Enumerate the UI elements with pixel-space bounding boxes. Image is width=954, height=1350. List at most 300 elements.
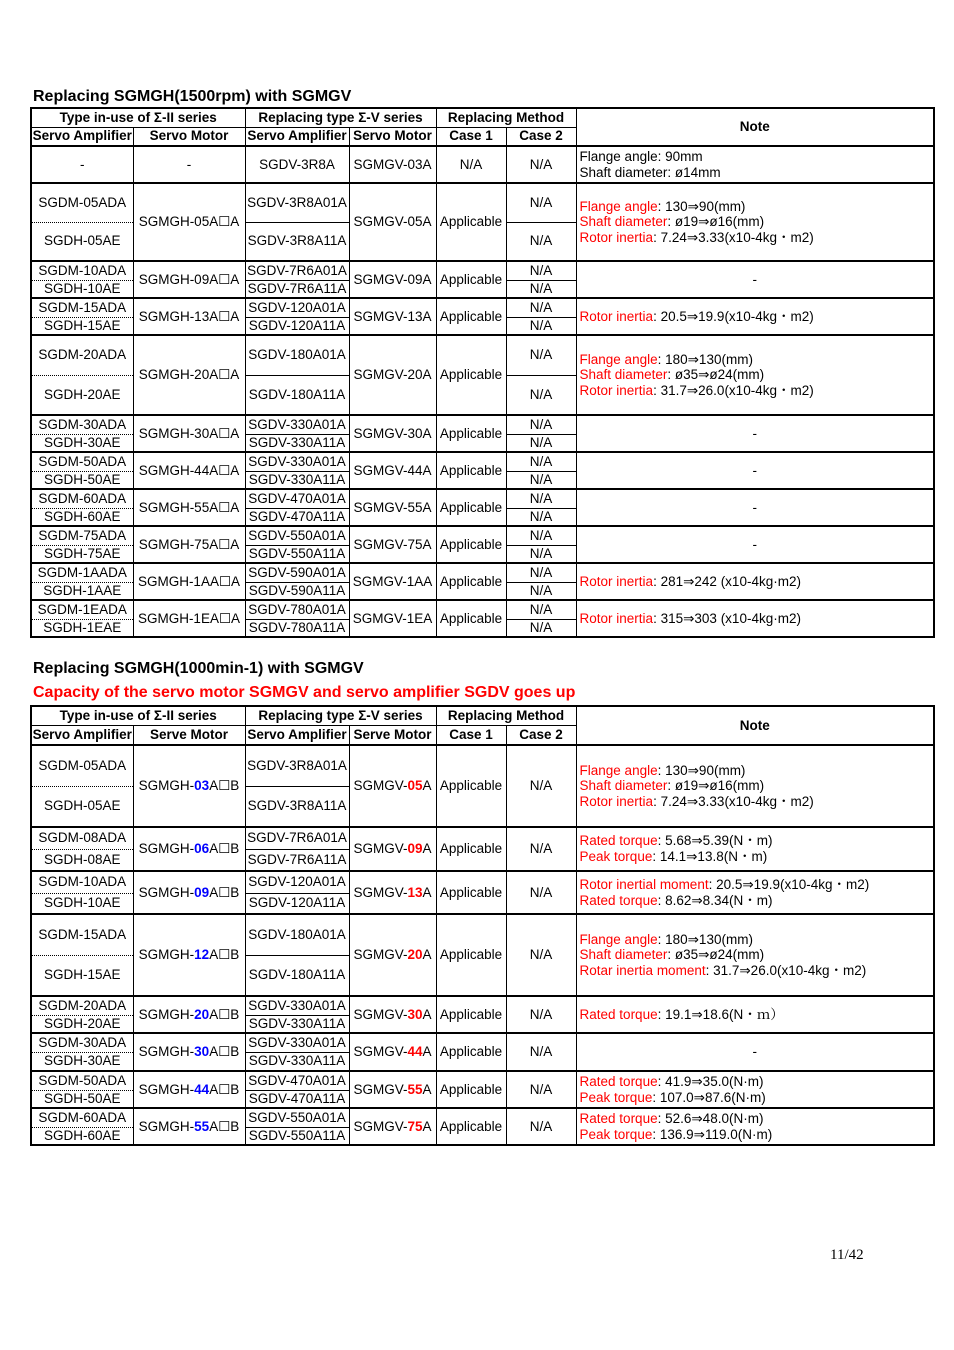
new-motor-suffix: A bbox=[422, 1081, 432, 1097]
new-servo-motor: SGMGV-13A bbox=[349, 298, 436, 335]
new-motor-suffix: A bbox=[422, 841, 432, 857]
note-key: Rated torque bbox=[579, 1006, 658, 1022]
case1: Applicable bbox=[436, 827, 506, 871]
note-cell bbox=[576, 600, 934, 637]
case2: N/A bbox=[506, 489, 576, 508]
case2: N/A bbox=[506, 375, 576, 415]
motor-prefix: SGMGH- bbox=[138, 1044, 195, 1060]
table-row bbox=[31, 871, 934, 893]
note-key: Peak torque bbox=[579, 1126, 653, 1142]
note-cell bbox=[576, 335, 934, 415]
replacement-table-1500rpm bbox=[30, 107, 935, 638]
motor-suffix: A☐B bbox=[209, 1118, 240, 1134]
servo-amplifier: SGDH-20AE bbox=[31, 375, 133, 415]
note-value: : 180⇒130(mm) bbox=[657, 931, 753, 947]
new-motor-capacity: 20 bbox=[407, 947, 423, 963]
new-servo-amplifier: SGDV-3R8A bbox=[245, 146, 349, 183]
note-cell: - bbox=[576, 526, 934, 563]
case2: N/A bbox=[506, 261, 576, 280]
servo-motor: - bbox=[133, 146, 245, 183]
motor-prefix: SGMGH- bbox=[138, 1006, 195, 1022]
note-line: Shaft diameter: ø14mm bbox=[579, 164, 721, 180]
case1: Applicable bbox=[436, 298, 506, 335]
new-servo-amplifier: SGDV-330A01A bbox=[245, 415, 349, 434]
table-row bbox=[31, 827, 934, 849]
table-row bbox=[31, 1071, 934, 1090]
new-serve-motor bbox=[349, 1108, 436, 1145]
table-row bbox=[31, 1033, 934, 1052]
case1: Applicable bbox=[436, 745, 506, 827]
note-value: : ø19⇒ø16(mm) bbox=[667, 778, 765, 794]
case2: N/A bbox=[506, 1033, 576, 1071]
case1: Applicable bbox=[436, 489, 506, 526]
new-motor-prefix: SGMGV- bbox=[353, 884, 408, 900]
table-row bbox=[31, 335, 934, 375]
case2: N/A bbox=[506, 298, 576, 317]
case2: N/A bbox=[506, 471, 576, 489]
servo-amplifier: SGDM-15ADA bbox=[31, 298, 133, 317]
note-line bbox=[580, 1074, 934, 1090]
note-value: : 7.24⇒3.33(x10-4kg・m2) bbox=[653, 793, 814, 809]
new-servo-amplifier: SGDV-120A11A bbox=[245, 893, 349, 914]
note-cell bbox=[576, 996, 934, 1033]
note-key: Flange angle bbox=[579, 762, 658, 778]
servo-amplifier: SGDH-08AE bbox=[31, 849, 133, 871]
note-value: : 5.68⇒5.39(N・m) bbox=[657, 833, 773, 849]
new-serve-motor bbox=[349, 996, 436, 1033]
note-value: : 281⇒242 (x10-4kg·m2) bbox=[653, 573, 801, 589]
new-servo-motor: SGMGV-1EA bbox=[349, 600, 436, 637]
table-row bbox=[31, 526, 934, 545]
motor-capacity: 55 bbox=[194, 1118, 210, 1134]
servo-motor: SGMGH-1EA☐A bbox=[133, 600, 245, 637]
header-new-servo-amplifier: Servo Amplifier bbox=[245, 127, 349, 146]
note-key: Rotar inertia moment bbox=[579, 962, 706, 978]
note-line bbox=[580, 199, 934, 215]
servo-amplifier: SGDH-50AE bbox=[31, 1090, 133, 1108]
new-serve-motor bbox=[349, 1033, 436, 1071]
servo-motor: SGMGH-75A☐A bbox=[133, 526, 245, 563]
case2: N/A bbox=[506, 827, 576, 871]
note-key: Flange angle bbox=[579, 931, 658, 947]
case1: Applicable bbox=[436, 563, 506, 600]
header-replacing-type: Replacing type Σ-V series bbox=[245, 108, 436, 127]
new-motor-suffix: A bbox=[422, 1118, 432, 1134]
new-servo-amplifier: SGDV-470A11A bbox=[245, 508, 349, 526]
note-value: : ø35⇒ø24(mm) bbox=[667, 367, 765, 383]
note-value: : 8.62⇒8.34(N・m) bbox=[657, 892, 773, 908]
table-row bbox=[31, 745, 934, 786]
case2: N/A bbox=[506, 1108, 576, 1145]
case1: Applicable bbox=[436, 871, 506, 914]
new-servo-amplifier: SGDV-590A11A bbox=[245, 582, 349, 600]
new-servo-amplifier: SGDV-120A01A bbox=[245, 871, 349, 893]
header-case2: Case 2 bbox=[506, 725, 576, 745]
new-servo-amplifier: SGDV-330A01A bbox=[245, 996, 349, 1015]
case1: Applicable bbox=[436, 526, 506, 563]
servo-amplifier: SGDM-20ADA bbox=[31, 335, 133, 375]
note-key: Rotor inertia bbox=[579, 382, 654, 398]
section2-subtitle: Capacity of the servo motor SGMGV and servo amplifier SGDV goes up bbox=[33, 684, 576, 701]
note-cell bbox=[576, 146, 934, 183]
servo-amplifier: SGDH-60AE bbox=[31, 508, 133, 526]
servo-amplifier: SGDM-60ADA bbox=[31, 1108, 133, 1127]
new-servo-motor: SGMGV-1AA bbox=[349, 563, 436, 600]
table-row bbox=[31, 1108, 934, 1127]
serve-motor bbox=[133, 827, 245, 871]
section1-title: Replacing SGMGH(1500rpm) with SGMGV bbox=[33, 88, 352, 105]
new-motor-capacity: 09 bbox=[407, 841, 423, 857]
serve-motor bbox=[133, 745, 245, 827]
new-servo-amplifier: SGDV-330A01A bbox=[245, 1033, 349, 1052]
case2: N/A bbox=[506, 1071, 576, 1108]
case1: N/A bbox=[436, 146, 506, 183]
note-cell bbox=[576, 183, 934, 261]
note-value: : 31.7⇒26.0(x10-4kg・m2) bbox=[653, 382, 814, 398]
new-motor-suffix: A bbox=[422, 884, 432, 900]
new-servo-amplifier: SGDV-7R6A11A bbox=[245, 849, 349, 871]
note-cell bbox=[576, 914, 934, 996]
new-motor-capacity: 75 bbox=[407, 1118, 423, 1134]
servo-amplifier: SGDH-10AE bbox=[31, 280, 133, 298]
servo-amplifier: SGDM-05ADA bbox=[31, 745, 133, 786]
note-value: : 20.5⇒19.9(x10-4kg・m2) bbox=[653, 308, 814, 324]
case2: N/A bbox=[506, 415, 576, 434]
servo-amplifier: SGDH-50AE bbox=[31, 471, 133, 489]
new-servo-amplifier: SGDV-470A01A bbox=[245, 1071, 349, 1090]
case2: N/A bbox=[506, 871, 576, 914]
new-motor-capacity: 30 bbox=[407, 1006, 423, 1022]
case1: Applicable bbox=[436, 600, 506, 637]
new-serve-motor bbox=[349, 827, 436, 871]
case2: N/A bbox=[506, 508, 576, 526]
new-servo-amplifier: SGDV-330A11A bbox=[245, 471, 349, 489]
motor-suffix: A☐B bbox=[209, 778, 240, 794]
new-servo-motor: SGMGV-05A bbox=[349, 183, 436, 261]
note-key: Peak torque bbox=[579, 849, 653, 864]
note-key: Flange angle bbox=[579, 198, 658, 214]
new-servo-amplifier: SGDV-330A11A bbox=[245, 434, 349, 452]
case2: N/A bbox=[506, 280, 576, 298]
new-motor-suffix: A bbox=[422, 947, 432, 963]
new-servo-amplifier: SGDV-3R8A01A bbox=[245, 745, 349, 786]
table-row bbox=[31, 415, 934, 434]
note-line bbox=[580, 893, 934, 909]
note-value: : 52.6⇒48.0(N·m) bbox=[657, 1110, 764, 1126]
header-type-in-use: Type in-use of Σ-II series bbox=[31, 706, 245, 725]
note-key: Shaft diameter bbox=[579, 214, 668, 230]
new-motor-suffix: A bbox=[422, 1044, 432, 1060]
servo-amplifier: - bbox=[31, 146, 133, 183]
case1: Applicable bbox=[436, 261, 506, 298]
motor-capacity: 09 bbox=[194, 884, 210, 900]
servo-amplifier: SGDM-08ADA bbox=[31, 827, 133, 849]
note-value: : ø19⇒ø16(mm) bbox=[667, 214, 765, 230]
new-motor-prefix: SGMGV- bbox=[353, 778, 408, 794]
servo-motor: SGMGH-55A☐A bbox=[133, 489, 245, 526]
note-value: : 130⇒90(mm) bbox=[657, 198, 746, 214]
note-cell bbox=[576, 1071, 934, 1108]
table-row bbox=[31, 452, 934, 471]
note-line bbox=[580, 214, 934, 230]
motor-prefix: SGMGH- bbox=[138, 1081, 195, 1097]
new-servo-amplifier: SGDV-590A01A bbox=[245, 563, 349, 582]
case2: N/A bbox=[506, 582, 576, 600]
note-key: Shaft diameter bbox=[579, 367, 668, 383]
note-value: : 180⇒130(mm) bbox=[657, 351, 753, 367]
new-servo-amplifier: SGDV-120A11A bbox=[245, 317, 349, 335]
new-servo-amplifier: SGDV-330A01A bbox=[245, 452, 349, 471]
table-row bbox=[31, 489, 934, 508]
new-servo-amplifier: SGDV-3R8A01A bbox=[245, 183, 349, 222]
case2: N/A bbox=[506, 996, 576, 1033]
note-cell bbox=[576, 298, 934, 335]
case2: N/A bbox=[506, 745, 576, 827]
motor-suffix: A☐B bbox=[209, 841, 240, 857]
new-motor-capacity: 13 bbox=[407, 884, 423, 900]
new-servo-amplifier: SGDV-7R6A01A bbox=[245, 261, 349, 280]
new-servo-amplifier: SGDV-7R6A11A bbox=[245, 280, 349, 298]
note-value: : 7.24⇒3.33(x10-4kg・m2) bbox=[653, 229, 814, 245]
new-motor-prefix: SGMGV- bbox=[353, 1006, 408, 1022]
new-serve-motor bbox=[349, 745, 436, 827]
header-case2: Case 2 bbox=[506, 127, 576, 146]
header-servo-motor: Servo Motor bbox=[133, 127, 245, 146]
case2: N/A bbox=[506, 146, 576, 183]
servo-amplifier: SGDM-05ADA bbox=[31, 183, 133, 222]
serve-motor bbox=[133, 1108, 245, 1145]
motor-capacity: 30 bbox=[194, 1044, 210, 1060]
new-servo-amplifier: SGDV-470A11A bbox=[245, 1090, 349, 1108]
replacement-table-1000rpm bbox=[30, 705, 935, 1146]
note-line bbox=[580, 367, 934, 383]
note-cell: - bbox=[576, 452, 934, 489]
servo-amplifier: SGDM-50ADA bbox=[31, 1071, 133, 1090]
note-cell bbox=[576, 563, 934, 600]
header-new-servo-motor: Servo Motor bbox=[349, 127, 436, 146]
header-serve-motor: Serve Motor bbox=[133, 725, 245, 745]
case1: Applicable bbox=[436, 914, 506, 996]
note-value: : 315⇒303 (x10-4kg·m2) bbox=[653, 610, 801, 626]
note-line bbox=[580, 383, 934, 399]
servo-amplifier: SGDH-15AE bbox=[31, 955, 133, 996]
note-line bbox=[580, 947, 934, 963]
new-serve-motor bbox=[349, 871, 436, 914]
new-motor-prefix: SGMGV- bbox=[353, 841, 408, 857]
motor-prefix: SGMGH- bbox=[138, 947, 195, 963]
new-motor-capacity: 55 bbox=[407, 1081, 423, 1097]
servo-amplifier: SGDM-30ADA bbox=[31, 415, 133, 434]
new-servo-amplifier: SGDV-550A11A bbox=[245, 1127, 349, 1145]
new-servo-amplifier: SGDV-7R6A01A bbox=[245, 827, 349, 849]
note-line bbox=[580, 849, 934, 865]
note-cell: - bbox=[576, 415, 934, 452]
servo-amplifier: SGDH-10AE bbox=[31, 893, 133, 914]
note-key: Rotor inertia bbox=[579, 573, 654, 589]
note-key: Rated torque bbox=[579, 892, 658, 908]
note-line bbox=[580, 932, 934, 948]
header-note: Note bbox=[576, 706, 934, 745]
table-row bbox=[31, 563, 934, 582]
note-key: Flange angle bbox=[579, 351, 658, 367]
servo-amplifier: SGDH-1AAE bbox=[31, 582, 133, 600]
note-line bbox=[580, 1090, 934, 1106]
note-key: Rotor inertia bbox=[579, 793, 654, 809]
new-servo-amplifier: SGDV-780A01A bbox=[245, 600, 349, 619]
motor-prefix: SGMGH- bbox=[138, 1118, 195, 1134]
servo-amplifier: SGDM-75ADA bbox=[31, 526, 133, 545]
header-type-in-use: Type in-use of Σ-II series bbox=[31, 108, 245, 127]
servo-amplifier: SGDH-05AE bbox=[31, 786, 133, 827]
motor-suffix: A☐B bbox=[209, 1006, 240, 1022]
serve-motor bbox=[133, 1033, 245, 1071]
servo-amplifier: SGDM-50ADA bbox=[31, 452, 133, 471]
new-servo-motor: SGMGV-75A bbox=[349, 526, 436, 563]
new-motor-capacity: 05 bbox=[407, 778, 423, 794]
case2: N/A bbox=[506, 545, 576, 563]
new-motor-prefix: SGMGV- bbox=[353, 1081, 408, 1097]
note-value: : 136.9⇒119.0(N·m) bbox=[652, 1126, 773, 1142]
header-replacing-method: Replacing Method bbox=[436, 108, 576, 127]
note-cell: - bbox=[576, 489, 934, 526]
servo-amplifier: SGDH-30AE bbox=[31, 434, 133, 452]
note-line bbox=[580, 833, 934, 849]
table-row bbox=[31, 914, 934, 955]
table-row bbox=[31, 183, 934, 222]
case2: N/A bbox=[506, 914, 576, 996]
motor-prefix: SGMGH- bbox=[138, 778, 195, 794]
case2: N/A bbox=[506, 434, 576, 452]
new-motor-prefix: SGMGV- bbox=[353, 1118, 408, 1134]
case2: N/A bbox=[506, 222, 576, 261]
note-key: Shaft diameter bbox=[579, 778, 668, 794]
note-line bbox=[580, 963, 934, 979]
motor-suffix: A☐B bbox=[209, 947, 240, 963]
note-value: : 19.1⇒18.6(N・ｍ） bbox=[657, 1006, 784, 1022]
serve-motor bbox=[133, 914, 245, 996]
serve-motor bbox=[133, 1071, 245, 1108]
servo-amplifier: SGDH-1EAE bbox=[31, 619, 133, 637]
new-servo-motor: SGMGV-44A bbox=[349, 452, 436, 489]
note-value: : 20.5⇒19.9(x10-4kg・m2) bbox=[708, 876, 870, 892]
motor-suffix: A☐B bbox=[209, 884, 240, 900]
table-row bbox=[31, 298, 934, 317]
note-line bbox=[580, 794, 934, 810]
new-servo-motor: SGMGV-20A bbox=[349, 335, 436, 415]
new-motor-suffix: A bbox=[422, 1006, 432, 1022]
case1: Applicable bbox=[436, 452, 506, 489]
motor-prefix: SGMGH- bbox=[138, 884, 195, 900]
note-value: : 14.1⇒13.8(N・m) bbox=[652, 849, 768, 864]
case1: Applicable bbox=[436, 335, 506, 415]
note-line bbox=[580, 574, 934, 590]
servo-amplifier: SGDM-15ADA bbox=[31, 914, 133, 955]
servo-motor: SGMGH-13A☐A bbox=[133, 298, 245, 335]
header-replacing-method: Replacing Method bbox=[436, 706, 576, 725]
note-key: Rotor inertia bbox=[579, 308, 654, 324]
header-case1: Case 1 bbox=[436, 127, 506, 146]
note-cell bbox=[576, 1108, 934, 1145]
new-servo-motor: SGMGV-03A bbox=[349, 146, 436, 183]
servo-amplifier: SGDM-30ADA bbox=[31, 1033, 133, 1052]
note-line bbox=[580, 611, 934, 627]
case2: N/A bbox=[506, 452, 576, 471]
note-line: Flange angle: 90mm bbox=[579, 148, 703, 164]
note-cell bbox=[576, 745, 934, 827]
case1: Applicable bbox=[436, 996, 506, 1033]
new-servo-amplifier: SGDV-3R8A11A bbox=[245, 222, 349, 261]
new-motor-prefix: SGMGV- bbox=[353, 1044, 408, 1060]
case1: Applicable bbox=[436, 1033, 506, 1071]
motor-suffix: A☐B bbox=[209, 1081, 240, 1097]
note-key: Rated torque bbox=[579, 1110, 658, 1126]
servo-amplifier: SGDM-20ADA bbox=[31, 996, 133, 1015]
servo-motor: SGMGH-44A☐A bbox=[133, 452, 245, 489]
header-case1: Case 1 bbox=[436, 725, 506, 745]
servo-motor: SGMGH-1AA☐A bbox=[133, 563, 245, 600]
section2-title: Replacing SGMGH(1000min-1) with SGMGV bbox=[33, 660, 364, 677]
servo-motor: SGMGH-05A☐A bbox=[133, 183, 245, 261]
motor-capacity: 20 bbox=[194, 1006, 210, 1022]
note-line bbox=[580, 352, 934, 368]
note-value: : 107.0⇒87.6(N·m) bbox=[652, 1089, 766, 1105]
motor-suffix: A☐B bbox=[209, 1044, 240, 1060]
servo-amplifier: SGDH-75AE bbox=[31, 545, 133, 563]
note-line bbox=[580, 230, 934, 246]
note-key: Shaft diameter bbox=[579, 947, 668, 963]
new-motor-suffix: A bbox=[422, 778, 432, 794]
case2: N/A bbox=[506, 526, 576, 545]
case1: Applicable bbox=[436, 1108, 506, 1145]
case2: N/A bbox=[506, 335, 576, 375]
header-new-servo-amplifier: Servo Amplifier bbox=[245, 725, 349, 745]
case1: Applicable bbox=[436, 183, 506, 261]
servo-amplifier: SGDM-10ADA bbox=[31, 871, 133, 893]
new-servo-amplifier: SGDV-780A11A bbox=[245, 619, 349, 637]
new-serve-motor bbox=[349, 914, 436, 996]
servo-amplifier: SGDM-1AADA bbox=[31, 563, 133, 582]
new-servo-amplifier: SGDV-180A01A bbox=[245, 335, 349, 375]
case2: N/A bbox=[506, 600, 576, 619]
header-replacing-type: Replacing type Σ-V series bbox=[245, 706, 436, 725]
note-cell bbox=[576, 871, 934, 914]
note-key: Rotor inertial moment bbox=[579, 876, 709, 892]
case1: Applicable bbox=[436, 1071, 506, 1108]
note-key: Rated torque bbox=[579, 1073, 658, 1089]
note-cell: - bbox=[576, 1033, 934, 1071]
table-row bbox=[31, 261, 934, 280]
serve-motor bbox=[133, 871, 245, 914]
servo-amplifier: SGDH-60AE bbox=[31, 1127, 133, 1145]
note-cell: - bbox=[576, 261, 934, 298]
new-servo-amplifier: SGDV-550A01A bbox=[245, 526, 349, 545]
new-servo-amplifier: SGDV-180A01A bbox=[245, 914, 349, 955]
header-servo-amplifier: Servo Amplifier bbox=[31, 127, 133, 146]
motor-capacity: 06 bbox=[194, 841, 210, 857]
note-key: Rotor inertia bbox=[579, 610, 654, 626]
motor-capacity: 44 bbox=[194, 1081, 210, 1097]
servo-amplifier: SGDH-20AE bbox=[31, 1015, 133, 1033]
servo-amplifier: SGDM-60ADA bbox=[31, 489, 133, 508]
motor-prefix: SGMGH- bbox=[138, 841, 195, 857]
new-motor-prefix: SGMGV- bbox=[353, 947, 408, 963]
servo-motor: SGMGH-09A☐A bbox=[133, 261, 245, 298]
new-serve-motor bbox=[349, 1071, 436, 1108]
note-line bbox=[580, 309, 934, 325]
note-line bbox=[580, 877, 934, 893]
servo-amplifier: SGDH-30AE bbox=[31, 1052, 133, 1071]
new-servo-amplifier: SGDV-180A11A bbox=[245, 955, 349, 996]
